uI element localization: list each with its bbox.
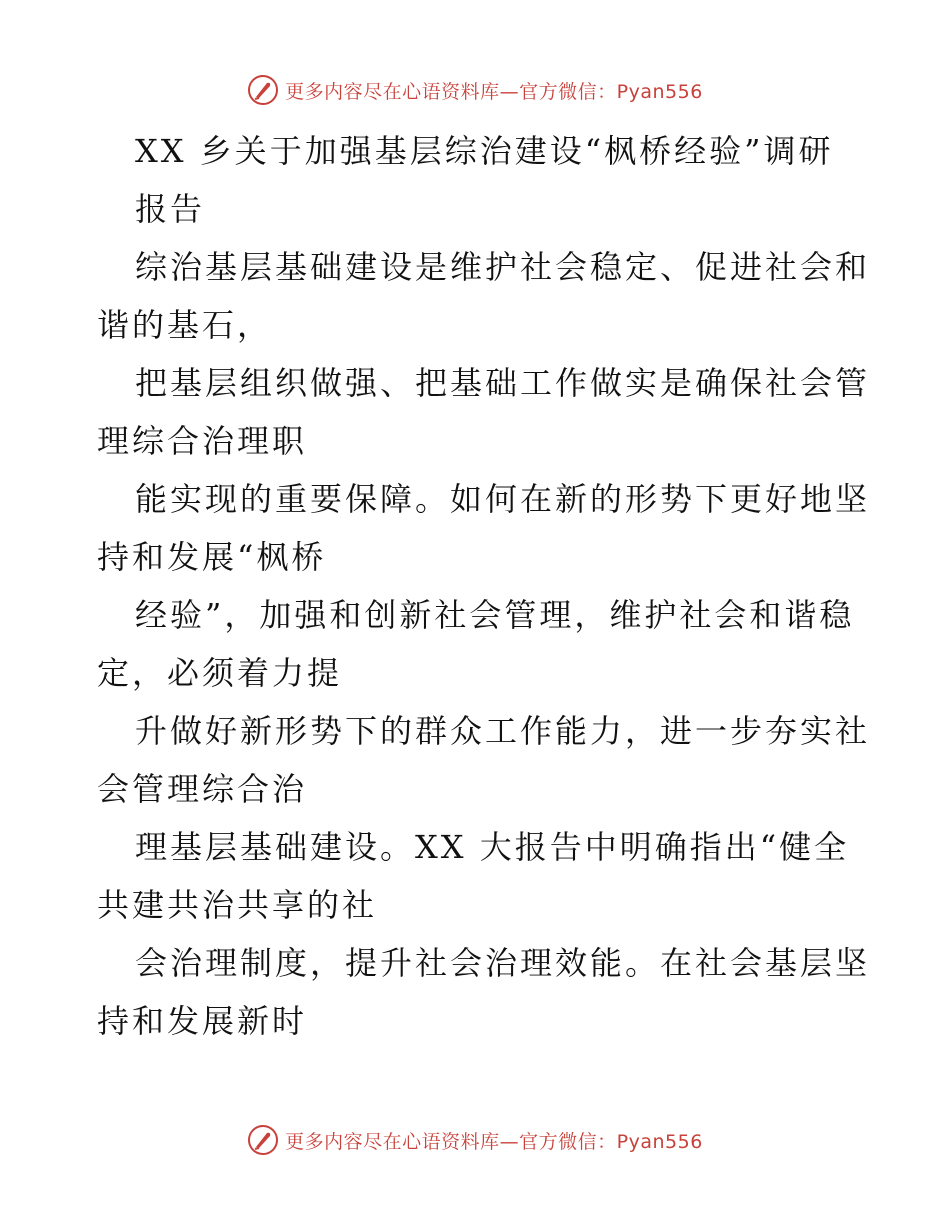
text-line: 经验”，加强和创新社会管理，维护社会和谐稳 <box>135 596 855 634</box>
document-body <box>97 122 871 1050</box>
watermark-text: 更多内容尽在心语资料库—官方微信：Pyan556 <box>285 1130 703 1153</box>
text-line: 持和发展“枫桥 <box>97 538 327 576</box>
header-watermark <box>0 70 950 110</box>
text-line: 理综合治理职 <box>97 422 308 460</box>
text-line: 升做好新形势下的群众工作能力，进一步夯实社 <box>135 712 871 750</box>
text-line: 谐的基石， <box>97 306 273 344</box>
text-line: 报告 <box>135 190 206 228</box>
quill-pen-logo-icon <box>247 1124 279 1156</box>
quill-pen-logo-icon <box>247 74 279 106</box>
text-line: 持和发展新时 <box>97 1002 308 1040</box>
text-line: 把基层组织做强、把基础工作做实是确保社会管 <box>135 364 871 402</box>
text-line: 综治基层基础建设是维护社会稳定、促进社会和 <box>135 248 871 286</box>
footer-watermark <box>0 1120 950 1160</box>
text-line: 共建共治共享的社 <box>97 886 378 924</box>
text-line: 理基层基础建设。XX 大报告中明确指出“健全 <box>135 828 850 866</box>
text-line: 会管理综合治 <box>97 770 308 808</box>
text-line: 会治理制度，提升社会治理效能。在社会基层坚 <box>135 944 871 982</box>
text-line: XX 乡关于加强基层综治建设“枫桥经验”调研 <box>135 132 834 170</box>
text-line: 定，必须着力提 <box>97 654 343 692</box>
watermark-text: 更多内容尽在心语资料库—官方微信：Pyan556 <box>285 80 703 103</box>
text-line: 能实现的重要保障。如何在新的形势下更好地坚 <box>135 480 871 518</box>
